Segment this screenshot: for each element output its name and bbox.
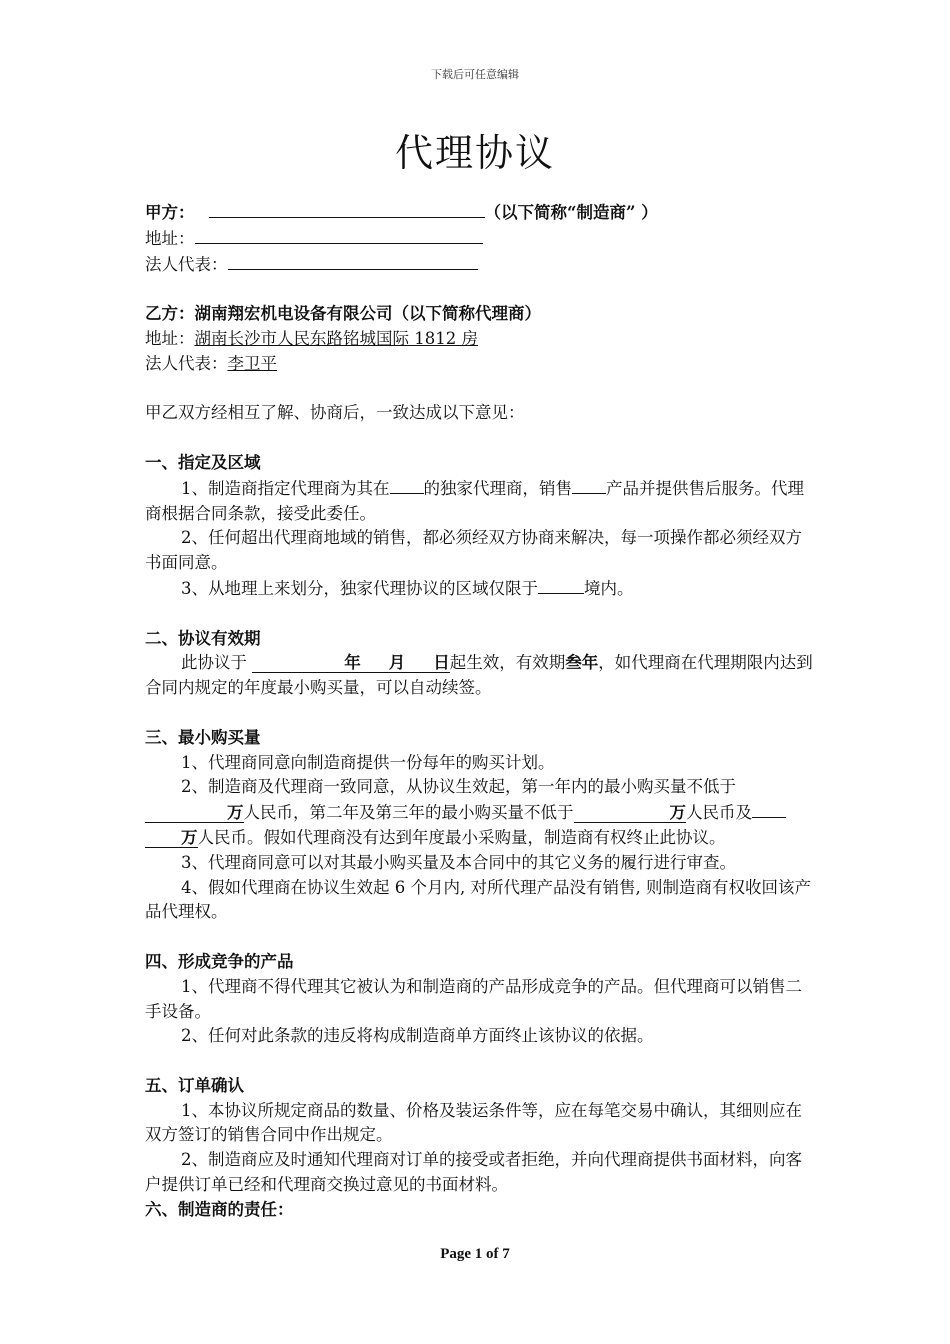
intro-paragraph: 甲乙双方经相互了解、协商后，一致达成以下意见：	[145, 403, 525, 423]
party-b-rep	[145, 352, 815, 377]
clause-text: 2、制造商及代理商一致同意，从协议生效起，第一年内的最小购买量不低于	[181, 777, 736, 797]
clause-text: ，如代理商在代理期限内达到合同内规定的年度最小购买量，可以自动续签。	[145, 653, 813, 698]
territory-blank	[538, 576, 584, 594]
clause-text: 起生效，有效期	[449, 653, 566, 673]
clause-text: 的独家代理商，销售	[423, 478, 572, 498]
section-3-clause-4: 4、假如代理商在协议生效起 6 个月内, 对所代理产品没有销售, 则制造商有权收回该产品代理权。	[145, 877, 811, 922]
term-value: 叁年	[565, 653, 599, 673]
party-a-label: 甲方：	[145, 203, 195, 222]
section-1-clause-1	[145, 476, 815, 527]
region-blank	[390, 476, 424, 494]
year1-amount-blank	[145, 803, 244, 823]
section-4-clause-2: 2、任何对此条款的违反将构成制造商单方面终止该协议的依据。	[181, 1026, 654, 1046]
clause-text: 人民币。假如代理商没有达到年度最小采购量，制造商有权终止此协议。	[197, 827, 726, 847]
section-2-clause-1	[145, 651, 815, 701]
party-a-address-blank	[195, 226, 483, 244]
section-1-heading: 一、指定及区域	[145, 452, 261, 472]
party-b-address	[145, 327, 815, 352]
year2-amount-blank	[574, 803, 687, 823]
year-label: 年	[344, 653, 361, 673]
section-3-heading: 三、最小购买量	[145, 727, 261, 747]
section-5-clause-1: 1、本协议所规定商品的数量、价格及装运条件等，应在每笔交易中确认，其细则应在双方签订的销售合同中作出规定。	[145, 1100, 802, 1145]
section-3-clause-3: 3、代理商同意可以对其最小购买量及本合同中的其它义务的履行进行审查。	[181, 852, 736, 872]
section-3-clause-2	[145, 775, 815, 850]
header-note: 下载后可任意编辑	[431, 68, 519, 81]
page-footer: Page 1 of 7	[440, 1246, 510, 1262]
party-a-rep-blank	[228, 252, 478, 270]
party-b-address-value: 湖南长沙市人民东路铭城国际 1812 房	[194, 328, 478, 348]
party-a-name-blank	[209, 200, 485, 218]
wan-label: 万	[669, 803, 686, 823]
section-4-clause-1: 1、代理商不得代理其它被认为和制造商的产品形成竞争的产品。但代理商可以销售二手设备。	[145, 976, 802, 1021]
clause-text: 产品并提供售后服务。代理商根据合同条款，接受此委任。	[145, 478, 804, 523]
party-a-line	[145, 200, 815, 226]
year3-wan: 万	[145, 828, 198, 848]
section-1-clause-2: 2、任何超出代理商地域的销售，都必须经双方协商来解决，每一项操作都必须经双方书面同意。	[145, 528, 802, 573]
section-3-clause-1: 1、代理商同意向制造商提供一份每年的购买计划。	[181, 752, 555, 772]
section-1-clause-3	[145, 576, 815, 602]
party-a-address	[145, 226, 815, 252]
party-b-rep-value: 李卫平	[227, 353, 277, 373]
product-blank	[572, 476, 606, 494]
party-b-rep-label: 法人代表：	[145, 353, 228, 373]
clause-text: 1、制造商指定代理商为其在	[181, 478, 390, 498]
party-a-address-label: 地址：	[145, 228, 195, 248]
clause-text: 境内。	[584, 578, 634, 598]
section-5-clause-2: 2、制造商应及时通知代理商对订单的接受或者拒绝，并向代理商提供书面材料，向客户提供订单已经和代理商交换过意见的书面材料。	[145, 1150, 802, 1195]
party-a-suffix: （以下简称“制造商” ）	[484, 203, 658, 222]
month-label: 月	[388, 653, 406, 673]
section-2-heading: 二、协议有效期	[145, 628, 261, 648]
party-b-address-label: 地址：	[145, 328, 195, 348]
clause-text: 3、从地理上来划分，独家代理协议的区域仅限于	[181, 578, 538, 598]
section-4-heading: 四、形成竞争的产品	[145, 951, 294, 971]
clause-text: 此协议于	[181, 653, 253, 673]
document-title: 代理协议	[394, 131, 555, 175]
section-6-heading: 六、制造商的责任：	[145, 1199, 294, 1219]
day-label: 日	[433, 653, 450, 673]
party-a-rep	[145, 252, 815, 278]
effective-date-blank	[252, 653, 450, 673]
year3-amount-blank	[752, 800, 786, 818]
document-body	[145, 200, 815, 1223]
wan-label: 万	[227, 803, 244, 823]
clause-text: 人民币及	[686, 803, 752, 823]
party-a-rep-label: 法人代表：	[145, 254, 228, 274]
section-5-heading: 五、订单确认	[145, 1075, 244, 1095]
clause-text: 人民币，第二年及第三年的最小购买量不低于	[243, 803, 574, 823]
party-b-line: 乙方：湖南翔宏机电设备有限公司（以下简称代理商）	[145, 304, 541, 324]
